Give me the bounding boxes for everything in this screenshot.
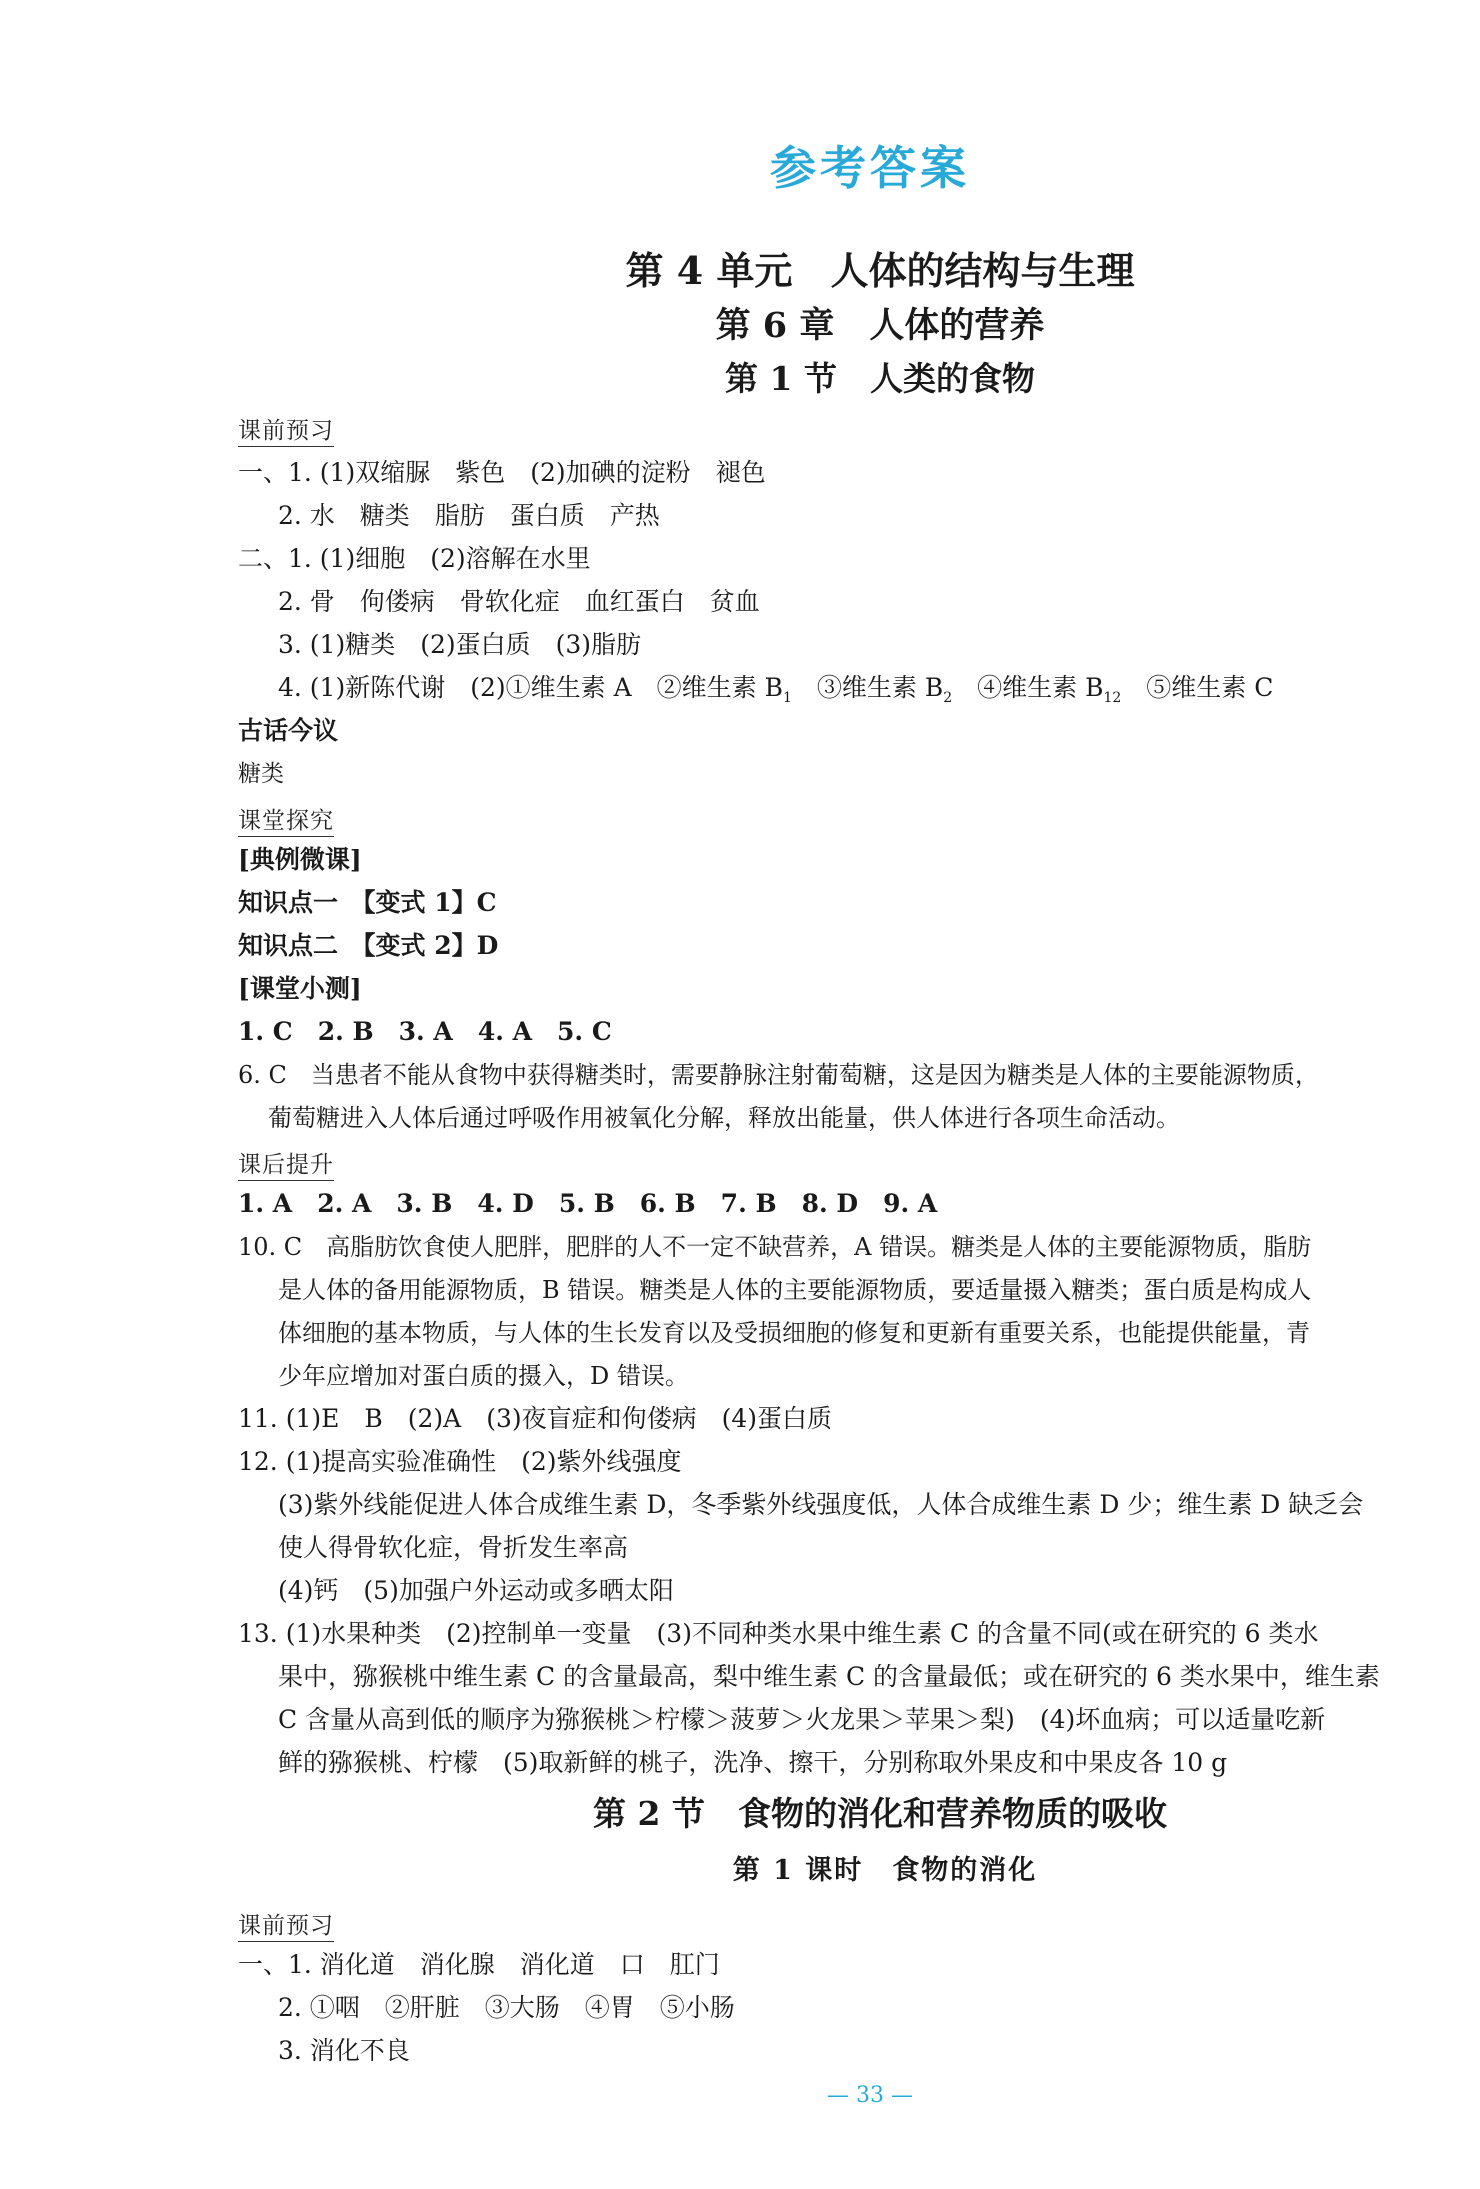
q6-line-2: 葡萄糖进入人体后通过呼吸作用被氧化分解，释放出能量，供人体进行各项生命活动。	[268, 1104, 1180, 1132]
vitamin-text-b: ③维生素 B	[791, 673, 944, 702]
q6-line-1: 6. C 当患者不能从食物中获得糖类时，需要静脉注射葡萄糖，这是因为糖类是人体的主要能源物质，	[238, 1061, 1319, 1089]
q10-line-2: 是人体的备用能源物质，B 错误。糖类是人体的主要能源物质，要适量摄入糖类；蛋白质是构成人	[278, 1276, 1312, 1304]
q12-line-3: 使人得骨软化症，骨折发生率高	[278, 1533, 629, 1562]
vitamin-text-a: 4. (1)新陈代谢 (2)①维生素 A ②维生素 B	[278, 673, 783, 702]
vitamin-sub-2: 2	[943, 690, 953, 706]
q10-line-3: 体细胞的基本物质，与人体的生长发育以及受损细胞的修复和更新有重要关系，也能提供能量，青	[278, 1319, 1310, 1347]
preview-tag: 课前预习	[238, 412, 334, 447]
section2-preview-tag: 课前预习	[238, 1907, 334, 1942]
ancient-answer: 糖类	[238, 761, 284, 787]
section2-line-3: 3. 消化不良	[278, 2036, 410, 2065]
section2-line-1: 一、1. 消化道 消化腺 消化道 口 肛门	[238, 1950, 720, 1979]
preview-line-4: 2. 骨 佝偻病 骨软化症 血红蛋白 贫血	[278, 587, 760, 616]
lesson-heading: 第 1 课时 食物的消化	[732, 1855, 1038, 1886]
preview-line-5: 3. (1)糖类 (2)蛋白质 (3)脂肪	[278, 630, 642, 659]
q13-line-1: 13. (1)水果种类 (2)控制单一变量 (3)不同种类水果中维生素 C 的含量不同(或在研究的 6 类水	[238, 1619, 1319, 1648]
q11: 11. (1)E B (2)A (3)夜盲症和佝偻病 (4)蛋白质	[238, 1404, 833, 1433]
vitamin-text-c: ④维生素 B	[952, 673, 1104, 702]
class-tag: 课堂探究	[238, 802, 334, 837]
knowledge-2: 知识点二 【变式 2】D	[238, 931, 499, 960]
quiz-answers: 1. C 2. B 3. A 4. A 5. C	[238, 1017, 612, 1046]
vitamin-sub-1: 1	[782, 690, 792, 706]
quiz-title: [课堂小测]	[238, 974, 362, 1003]
page-number: — 33 —	[827, 2083, 913, 2108]
section-heading: 第 1 节 人类的食物	[725, 359, 1035, 398]
q10-line-4: 少年应增加对蛋白质的摄入，D 错误。	[278, 1362, 689, 1390]
preview-line-2: 2. 水 糖类 脂肪 蛋白质 产热	[278, 501, 660, 530]
q13-line-4: 鲜的猕猴桃、柠檬 (5)取新鲜的桃子，洗净、擦干，分别称取外果皮和中果皮各 10 g	[278, 1748, 1228, 1777]
q12-line-4: (4)钙 (5)加强户外运动或多晒太阳	[278, 1576, 674, 1605]
preview-line-1: 一、1. (1)双缩脲 紫色 (2)加碘的淀粉 褪色	[238, 458, 766, 487]
ancient-title: 古话今议	[238, 716, 339, 745]
q13-line-2: 果中，猕猴桃中维生素 C 的含量最高，梨中维生素 C 的含量最低；或在研究的 6 类水果中，维生素	[278, 1662, 1380, 1691]
knowledge-1: 知识点一 【变式 1】C	[238, 888, 497, 917]
preview-line-vitamins	[278, 673, 1273, 713]
typical-title: [典例微课]	[238, 845, 362, 874]
vitamin-text-d: ⑤维生素 C	[1121, 673, 1274, 702]
section2-heading: 第 2 节 食物的消化和营养物质的吸收	[593, 1794, 1167, 1833]
q12-line-1: 12. (1)提高实验准确性 (2)紫外线强度	[238, 1447, 682, 1476]
preview-line-3: 二、1. (1)细胞 (2)溶解在水里	[238, 544, 591, 573]
after-answers: 1. A 2. A 3. B 4. D 5. B 6. B 7. B 8. D 9. A	[238, 1189, 938, 1218]
section2-line-2: 2. ①咽 ②肝脏 ③大肠 ④胃 ⑤小肠	[278, 1993, 735, 2022]
after-tag: 课后提升	[238, 1146, 334, 1181]
q10-line-1: 10. C 高脂肪饮食使人肥胖，肥胖的人不一定不缺营养，A 错误。糖类是人体的主要能源物质，脂肪	[238, 1233, 1312, 1261]
unit-heading: 第 4 单元 人体的结构与生理	[625, 248, 1135, 293]
chapter-heading: 第 6 章 人体的营养	[715, 305, 1045, 346]
main-title: 参考答案	[770, 141, 970, 195]
vitamin-sub-3: 12	[1103, 690, 1122, 706]
q12-line-2: (3)紫外线能促进人体合成维生素 D，冬季紫外线强度低，人体合成维生素 D 少；维生素 D 缺乏会	[278, 1490, 1364, 1519]
q13-line-3: C 含量从高到低的顺序为猕猴桃＞柠檬＞菠萝＞火龙果＞苹果＞梨) (4)坏血病；可以适量吃新	[278, 1705, 1326, 1734]
